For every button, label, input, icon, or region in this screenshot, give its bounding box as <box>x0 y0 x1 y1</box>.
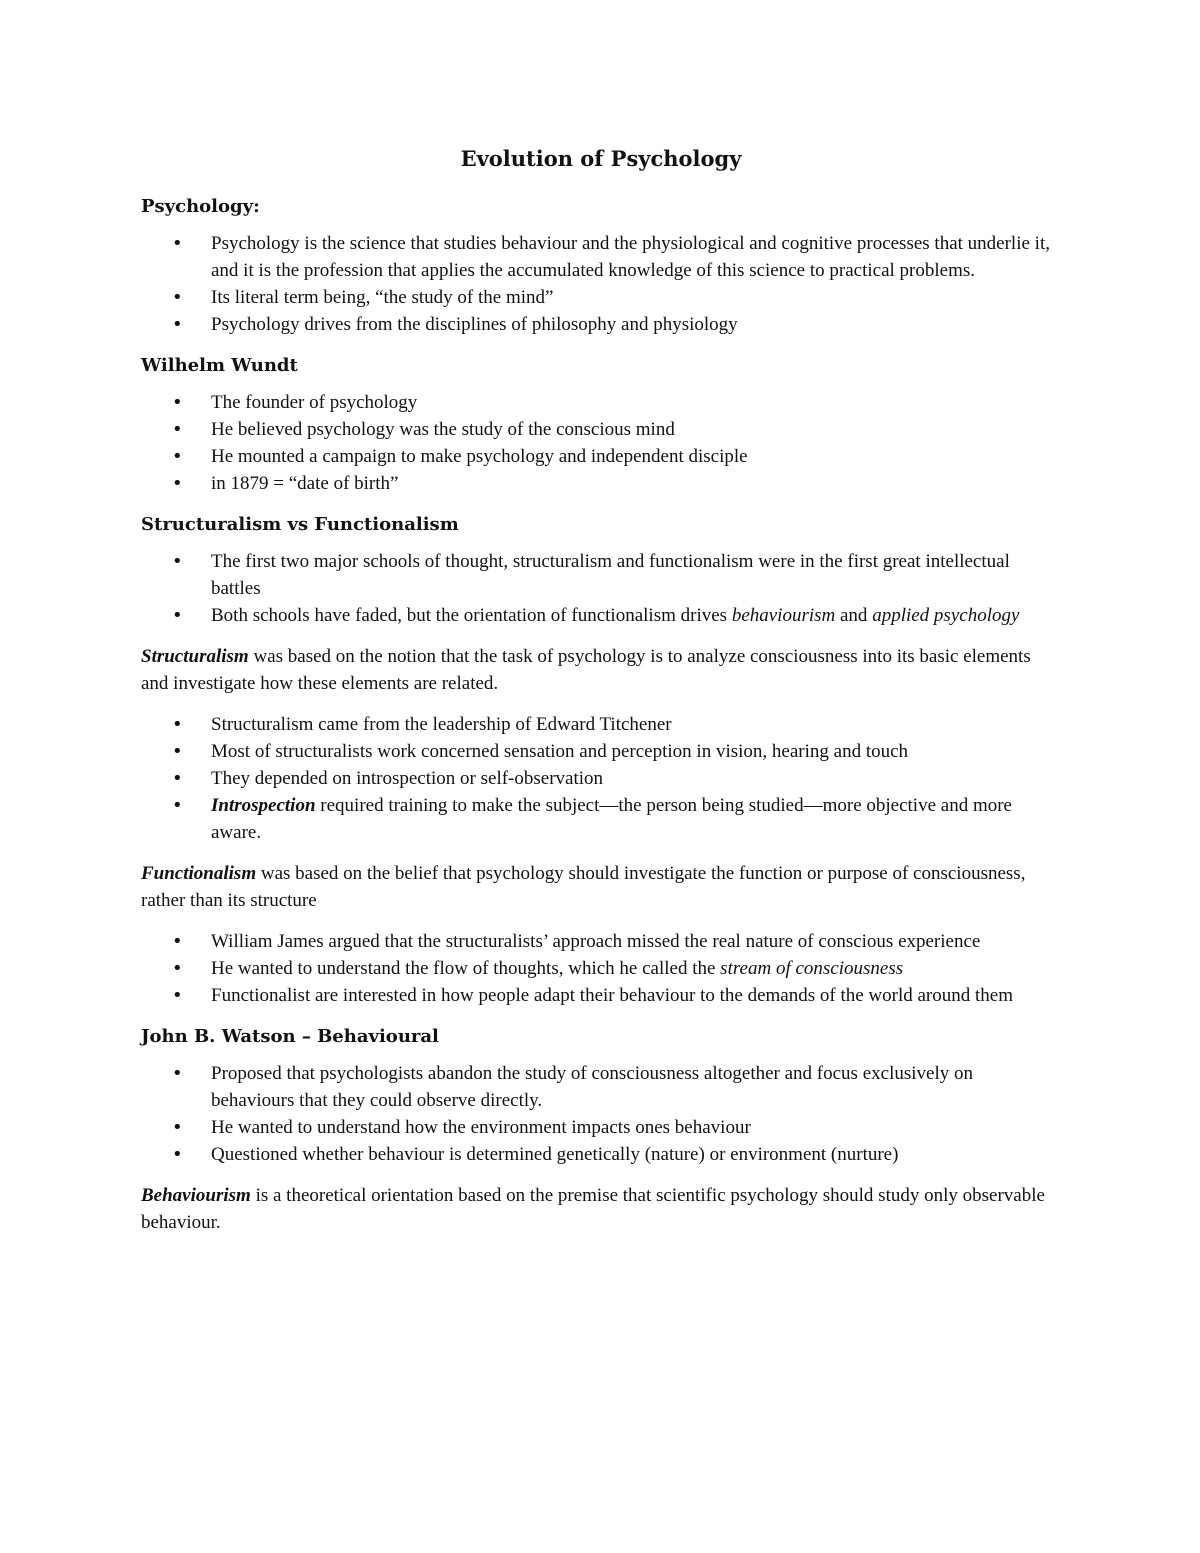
list-functionalism <box>141 928 1061 1009</box>
list-item: • William James argued that the structuralists’ approach missed the real nature of conscious experience <box>141 928 1061 955</box>
document-title: Evolution of Psychology <box>460 146 742 171</box>
list-item <box>141 792 1061 846</box>
list-item: • He wanted to understand how the environment impacts ones behaviour <box>141 1114 1061 1141</box>
definition-text: was based on the belief that psychology should investigate the function or purpose of consciousness, rather than its structure <box>141 863 1026 911</box>
list-item: • Psychology drives from the disciplines of philosophy and physiology <box>141 311 1061 338</box>
list-item <box>141 602 1061 629</box>
list-item: • Psychology is the science that studies behaviour and the physiological and cognitive processes that underlie it, and it is the profession that applies the accumulated knowledge of this science to practical problems. <box>141 230 1061 284</box>
list-structuralism <box>141 711 1061 846</box>
list-watson <box>141 1060 1061 1168</box>
list-schools <box>141 548 1061 629</box>
functionalism-definition <box>141 860 1061 914</box>
list-wundt <box>141 389 1061 497</box>
list-item: • in 1879 = “date of birth” <box>141 470 1061 497</box>
list-item: • He believed psychology was the study of the conscious mind <box>141 416 1061 443</box>
text-segment: and <box>835 605 873 626</box>
term-structuralism: Structuralism <box>141 646 249 667</box>
structuralism-definition <box>141 643 1061 697</box>
list-item: • Most of structuralists work concerned sensation and perception in vision, hearing and touch <box>141 738 1061 765</box>
term-functionalism: Functionalism <box>141 863 257 884</box>
definition-text: is a theoretical orientation based on the premise that scientific psychology should study only observable behaviour. <box>141 1185 1045 1233</box>
heading-watson: John B. Watson – Behavioural <box>141 1026 439 1047</box>
text-segment: Both schools have faded, but the orientation of functionalism drives <box>211 605 732 626</box>
definition-text: was based on the notion that the task of psychology is to analyze consciousness into its basic elements and investigate how these elements are related. <box>141 646 1031 694</box>
list-psychology <box>141 230 1061 338</box>
emphasis-behaviourism: behaviourism <box>731 605 836 626</box>
heading-psychology: Psychology: <box>141 196 260 217</box>
list-item: • The first two major schools of thought, structuralism and functionalism were in the first great intellectual battles <box>141 548 1061 602</box>
heading-structuralism-vs-functionalism: Structuralism vs Functionalism <box>141 514 459 535</box>
list-item: • Functionalist are interested in how people adapt their behaviour to the demands of the world around them <box>141 982 1061 1009</box>
list-item: • The founder of psychology <box>141 389 1061 416</box>
list-item: • They depended on introspection or self-observation <box>141 765 1061 792</box>
document-page <box>141 142 1061 1250</box>
list-item: • Proposed that psychologists abandon the study of consciousness altogether and focus exclusively on behaviours that they could observe directly. <box>141 1060 1061 1114</box>
behaviourism-definition <box>141 1182 1061 1236</box>
heading-wundt: Wilhelm Wundt <box>141 355 298 376</box>
text-segment: required training to make the subject—the person being studied—more objective and more aware. <box>211 795 1012 843</box>
term-behaviourism: Behaviourism <box>141 1185 251 1206</box>
list-item: • Structuralism came from the leadership of Edward Titchener <box>141 711 1061 738</box>
emphasis-stream-of-consciousness: stream of consciousness <box>720 958 904 979</box>
list-item: • Its literal term being, “the study of the mind” <box>141 284 1061 311</box>
list-item <box>141 955 1061 982</box>
term-introspection: Introspection <box>211 795 316 816</box>
text-segment: He wanted to understand the flow of thoughts, which he called the <box>211 958 721 979</box>
list-item: • Questioned whether behaviour is determined genetically (nature) or environment (nurture) <box>141 1141 1061 1168</box>
emphasis-applied-psychology: applied psychology <box>872 605 1020 626</box>
list-item: • He mounted a campaign to make psychology and independent disciple <box>141 443 1061 470</box>
